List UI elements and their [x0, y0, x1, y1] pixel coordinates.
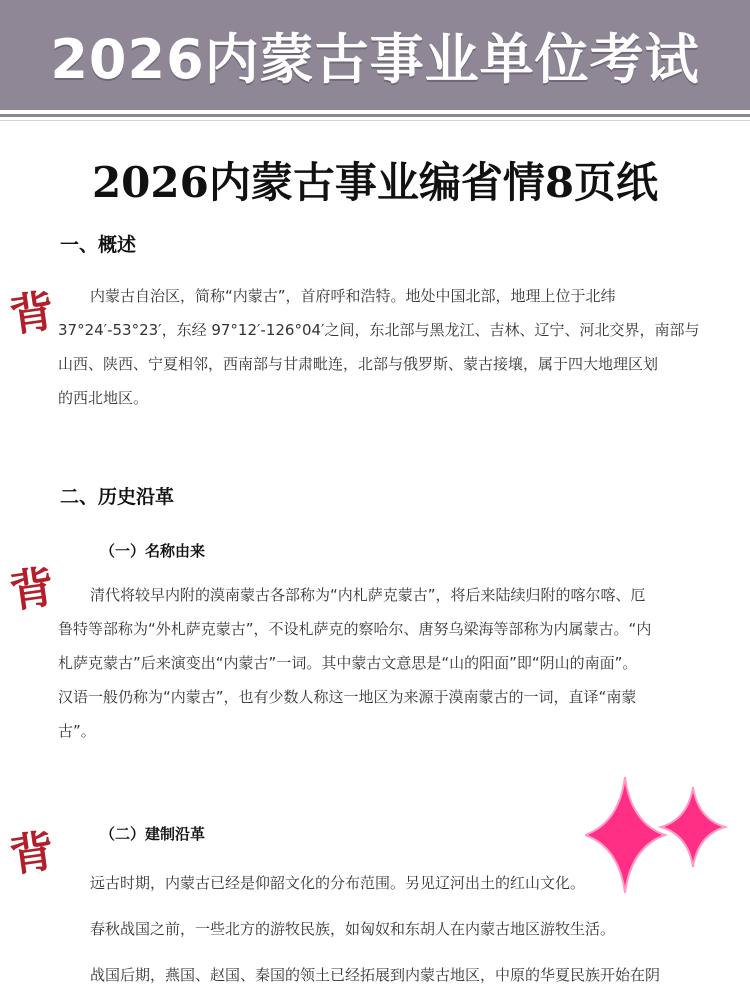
text-line: 春秋战国之前，一些北方的游牧民族，如匈奴和东胡人在内蒙古地区游牧生活。 — [90, 920, 616, 938]
text-line: 37°24′-53°23′，东经 97°12′-126°04′之间，东北部与黑龙江、吉林、辽宁、河北交界，南部与 — [58, 321, 700, 339]
top-banner — [0, 0, 750, 110]
margin-mark: 背 — [6, 561, 58, 619]
text-line: 鲁特等部称为“外札萨克蒙古”，不设札萨克的察哈尔、唐努乌梁海等部称为内属蒙古。“内 — [58, 620, 652, 638]
paragraph-overview — [58, 279, 708, 415]
banner-title: 2026内蒙古事业单位考试 — [50, 27, 700, 91]
margin-mark: 背 — [6, 825, 58, 883]
text-line: 战国后期，燕国、赵国、秦国的领土已经拓展到内蒙古地区，中原的华夏民族开始在阴 — [90, 966, 661, 984]
paragraph-name-origin — [58, 578, 708, 748]
section-heading-history: 二、历史沿革 — [60, 486, 175, 508]
margin-mark: 背 — [6, 285, 58, 343]
document-title: 2026内蒙古事业编省情8页纸 — [91, 158, 659, 207]
section-heading-overview: 一、概述 — [60, 234, 137, 256]
subsection-heading-name-origin: （一）名称由来 — [100, 542, 206, 560]
text-line: 山西、陕西、宁夏相邻，西南部与甘肃毗连，北部与俄罗斯、蒙古接壤，属于四大地理区划 — [58, 355, 659, 373]
sparkle-icon — [585, 765, 735, 905]
text-line: 清代将较早内附的漠南蒙古各部称为“内札萨克蒙古”，将后来陆续归附的喀尔喀、厄 — [90, 586, 646, 604]
text-line: 古”。 — [58, 722, 96, 740]
text-line: 远古时期，内蒙古已经是仰韶文化的分布范围。另见辽河出土的红山文化。 — [90, 874, 586, 892]
divider-dark — [0, 114, 750, 117]
text-line: 的西北地区。 — [58, 389, 149, 407]
text-line: 汉语一般仍称为“内蒙古”，也有少数人称这一地区为来源于漠南蒙古的一词，直译“南蒙 — [58, 688, 637, 706]
subsection-heading-administrative-evolution: （二）建制沿革 — [100, 825, 206, 843]
text-line: 札萨克蒙古”后来演变出“内蒙古”一词。其中蒙古文意思是“山的阳面”即“阴山的南面”。 — [58, 654, 638, 672]
text-line: 内蒙古自治区，简称“内蒙古”，首府呼和浩特。地处中国北部，地理上位于北纬 — [90, 287, 616, 305]
divider-light — [0, 120, 750, 121]
